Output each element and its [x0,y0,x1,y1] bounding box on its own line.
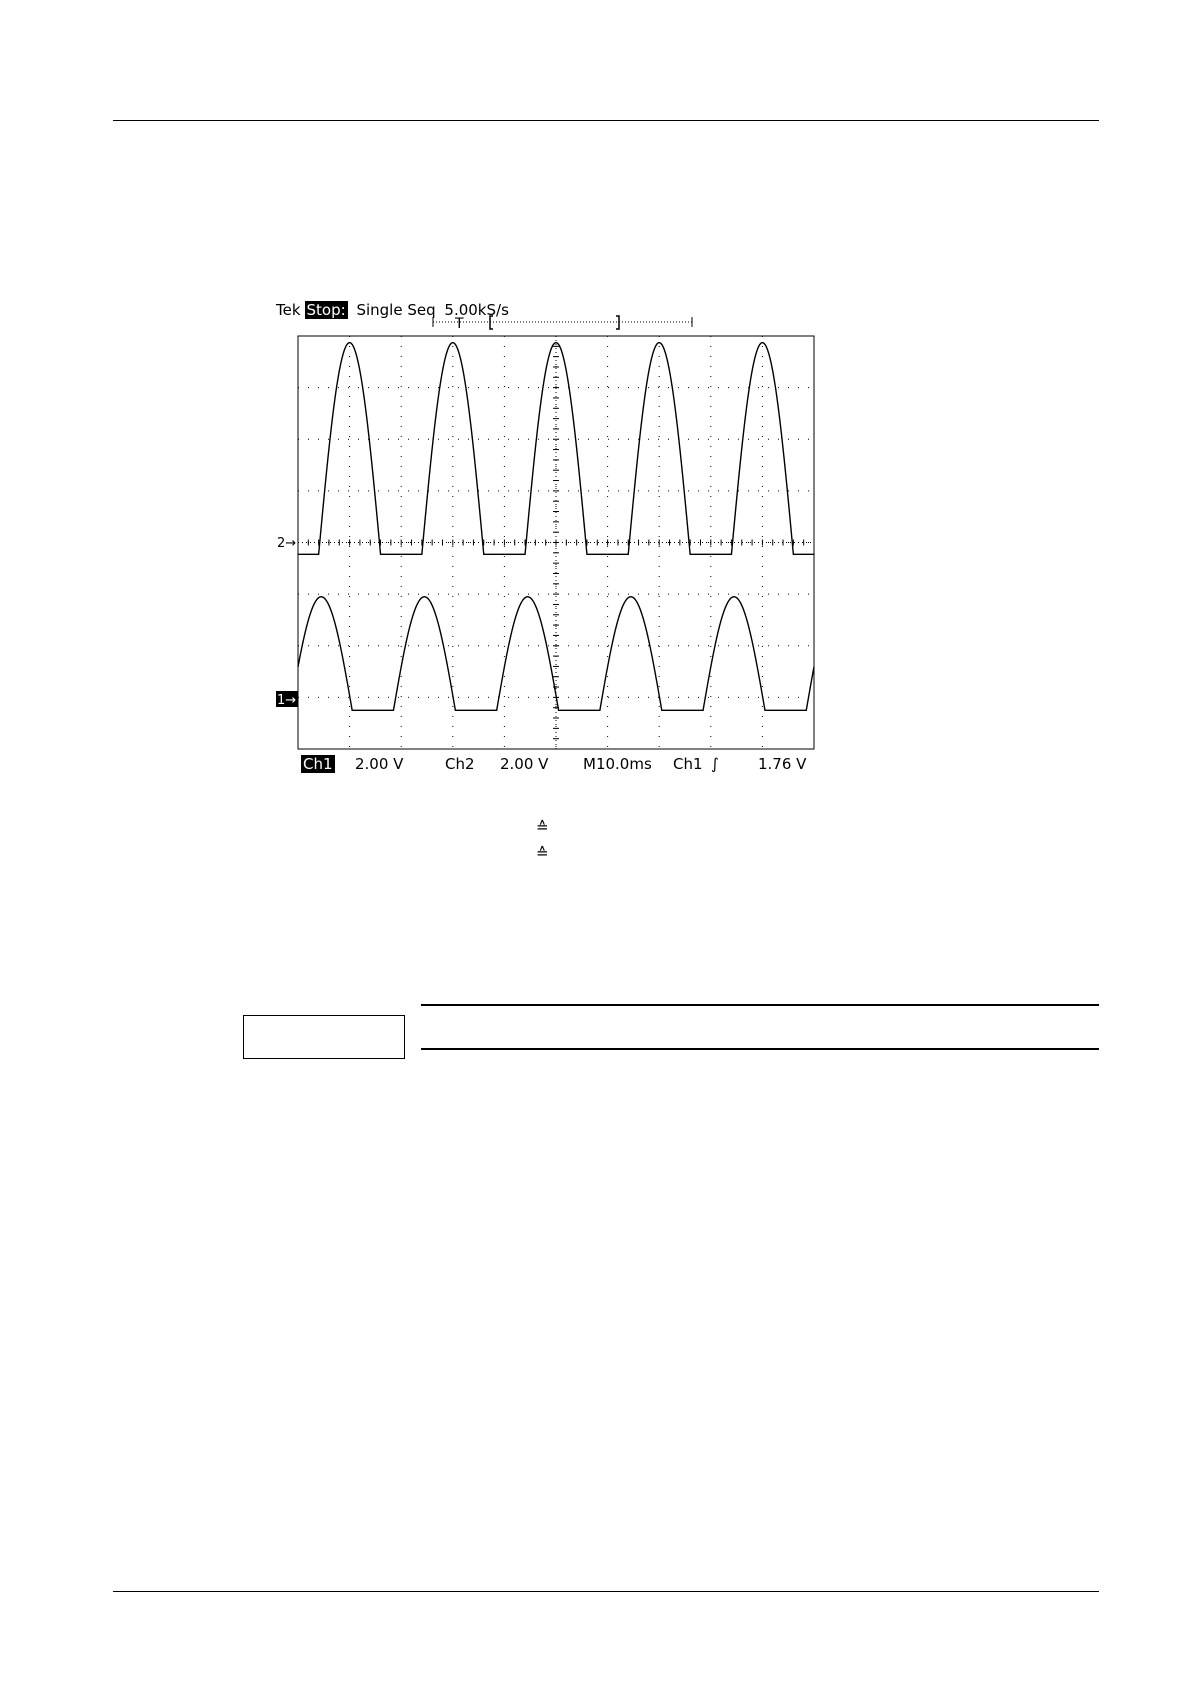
scope-sample-rate: 5.00kS/s [444,301,509,319]
ch2-marker: 2→ [277,536,297,551]
record-bar [433,316,692,329]
bottom-rule [113,1591,1099,1592]
footer-trigger-level: 1.76 V [758,755,807,773]
scope-state: Stop: [306,301,346,319]
scope-footer [0,755,1190,773]
scope-brand: Tek [276,301,301,319]
section-rule-bottom [421,1048,1099,1050]
trace-ch1 [298,597,814,711]
corresponds-symbol-1: ≙ [536,818,549,836]
graticule [298,336,814,749]
footer-ch1-label: Ch1 [303,755,333,773]
footer-trigger-source: Ch1 [673,755,703,773]
footer-trigger-slope: ∫ [711,755,719,773]
section-rule-top [421,1004,1099,1006]
label-box [243,1015,405,1059]
footer-timebase: M10.0ms [583,755,652,773]
footer-ch2-label: Ch2 [445,755,475,773]
footer-ch1-scale: 2.00 V [355,755,404,773]
corresponds-symbol-2: ≙ [536,844,549,862]
scope-mode: Single Seq [356,301,436,319]
footer-ch2-scale: 2.00 V [500,755,549,773]
trigger-marker: T [455,316,464,332]
ch1-marker: 1→ [277,693,297,708]
